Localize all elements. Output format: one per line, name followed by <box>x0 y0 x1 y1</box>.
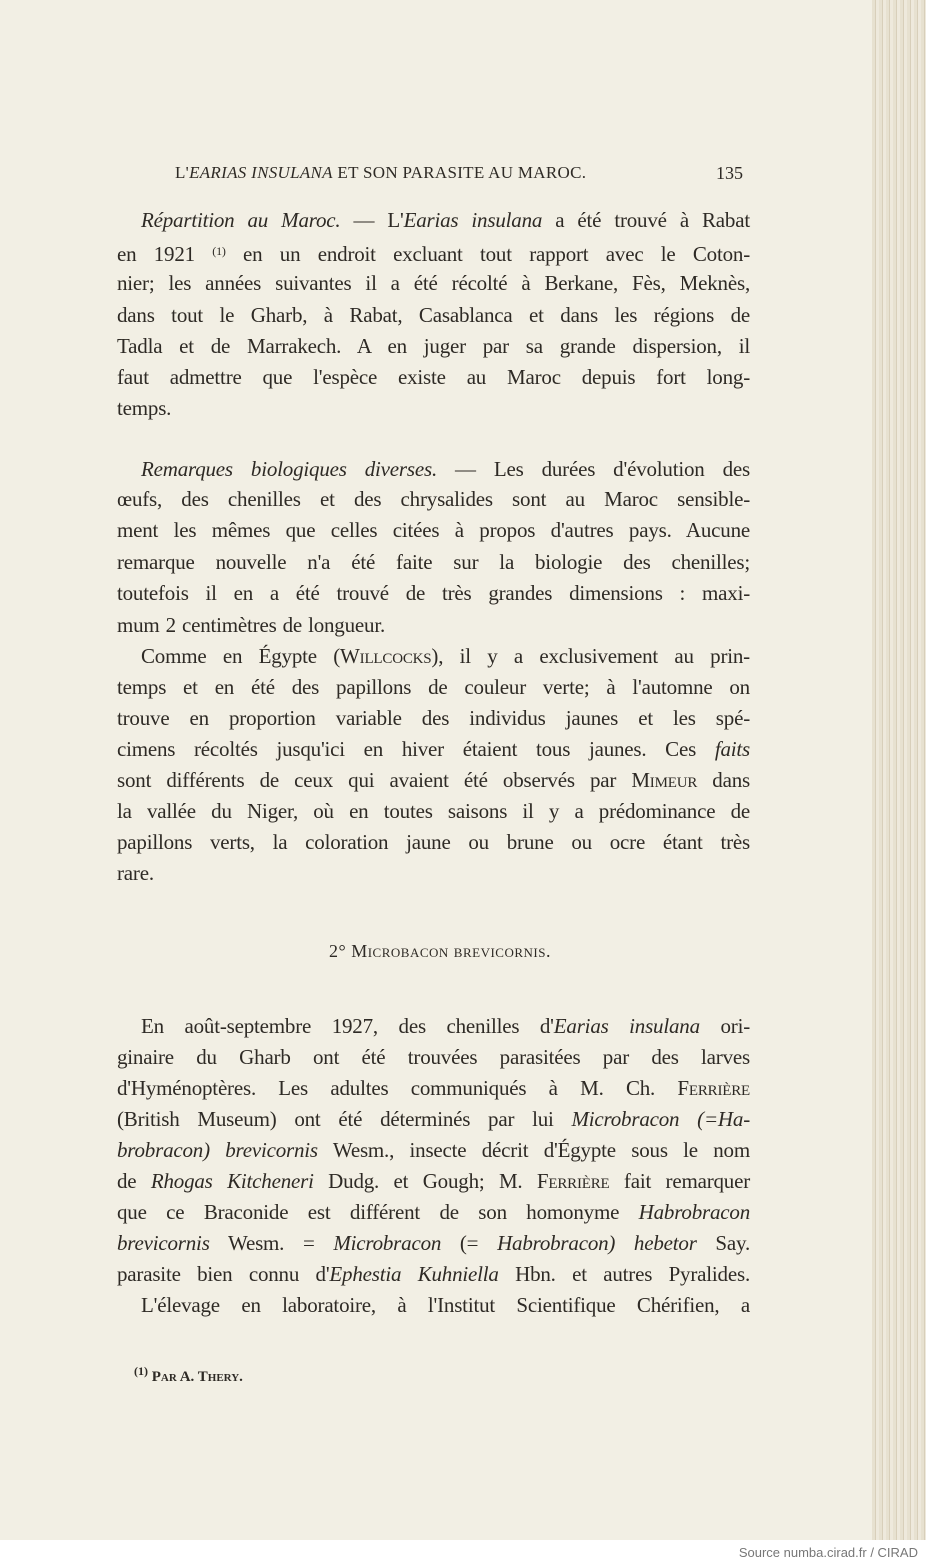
text-segment: papillons verts, la coloration jaune ou brune ou ocre étant très <box>117 830 750 854</box>
text-segment: Rhogas Kitcheneri <box>150 1169 314 1193</box>
text-segment: En août-septembre 1927, des chenilles d' <box>141 1014 554 1038</box>
header-italic: EARIAS INSULANA <box>189 163 333 182</box>
text-segment: Microbracon <box>333 1231 442 1255</box>
text-segment: a été trouvé à Rabat <box>542 208 750 232</box>
text-line <box>117 1230 750 1256</box>
text-segment: (British Museum) ont été déterminés par lui <box>117 1107 572 1131</box>
text-segment: Mimeur <box>631 768 698 792</box>
text-line <box>117 674 750 700</box>
text-line <box>117 1168 750 1194</box>
text-segment: Willcocks <box>340 644 432 668</box>
text-segment: rare. <box>117 861 154 885</box>
text-line <box>117 1075 750 1101</box>
text-line <box>117 643 750 669</box>
text-line <box>117 364 750 390</box>
text-segment: Ferrière <box>677 1076 750 1100</box>
text-segment: L'élevage en laboratoire, à l'Institut Scientifique Chérifien, a <box>141 1293 750 1317</box>
text-segment: mum 2 centimètres de longueur. <box>117 613 386 637</box>
text-segment: cimens récoltés jusqu'ici en hiver étaient tous jaunes. Ces <box>117 737 715 761</box>
text-line <box>117 1199 750 1225</box>
text-line <box>117 612 750 638</box>
footnote-mark: (1) <box>134 1364 148 1378</box>
text-line <box>117 517 750 543</box>
text-segment: Remarques biologiques diverses. <box>141 457 437 481</box>
text-line <box>117 1106 750 1132</box>
text-line <box>117 705 750 731</box>
text-line <box>117 1292 750 1318</box>
text-segment: faut admettre que l'espèce existe au Maroc depuis fort long- <box>117 365 750 389</box>
text-segment: en 1921 <box>117 242 213 266</box>
text-segment: — Les durées d'évolution des <box>437 457 751 481</box>
text-segment: nier; les années suivantes il a été récolté à Berkane, Fès, Meknès, <box>117 271 750 295</box>
text-line <box>117 333 750 359</box>
text-segment: Répartition au Maroc. <box>141 208 341 232</box>
source-credit: Source numba.cirad.fr / CIRAD <box>738 1545 918 1560</box>
footnote <box>134 1364 243 1386</box>
text-segment: temps. <box>117 396 172 420</box>
text-line <box>117 580 750 606</box>
text-segment: Say. <box>696 1231 750 1255</box>
text-line <box>117 456 750 482</box>
text-line <box>117 767 750 793</box>
header-prefix: L' <box>175 163 190 182</box>
text-segment: que ce Braconide est différent de son homonyme <box>117 1200 639 1224</box>
text-line <box>117 549 750 575</box>
text-line <box>117 1013 750 1039</box>
text-segment: œufs, des chenilles et des chrysalides sont au Maroc sensible- <box>117 487 750 511</box>
text-segment: Dudg. et Gough; M. <box>313 1169 537 1193</box>
text-segment: Comme en Égypte ( <box>141 644 341 668</box>
text-line <box>117 1261 750 1287</box>
text-segment: ment les mêmes que celles citées à propos d'autres pays. Aucune <box>117 518 750 542</box>
text-segment: brevicornis <box>117 1231 210 1255</box>
text-segment: parasite bien connu d' <box>117 1262 330 1286</box>
text-segment: toutefois il en a été trouvé de très grandes dimensions : maxi- <box>117 581 750 605</box>
footnote-text: Par A. Thery. <box>148 1369 243 1385</box>
text-segment: trouve en proportion variable des individus jaunes et les spé- <box>117 706 750 730</box>
text-segment: ori- <box>699 1014 750 1038</box>
text-segment: d'Hyménoptères. Les adultes communiqués à M. Ch. <box>117 1076 678 1100</box>
page-number: 135 <box>716 163 743 183</box>
text-segment: fait remarquer <box>609 1169 751 1193</box>
text-line <box>117 798 750 824</box>
text-segment: Microbracon (=Ha- <box>571 1107 750 1131</box>
header-rest: ET SON PARASITE AU MAROC. <box>332 163 587 182</box>
text-line <box>117 1137 750 1163</box>
text-line <box>117 860 750 886</box>
text-segment: en un endroit excluant tout rapport avec le Coton- <box>225 242 750 266</box>
footnote-ref: (1) <box>212 244 226 258</box>
text-segment: — L' <box>340 208 404 232</box>
text-segment: dans tout le Gharb, à Rabat, Casablanca et dans les régions de <box>117 303 750 327</box>
text-segment: ginaire du Gharb ont été trouvées parasitées par des larves <box>117 1045 750 1069</box>
text-line <box>117 207 750 233</box>
text-segment: Earias insulana <box>553 1014 700 1038</box>
text-line <box>117 829 750 855</box>
text-segment: Wesm., insecte décrit d'Égypte sous le nom <box>317 1138 750 1162</box>
running-header <box>175 163 586 183</box>
text-segment: (= <box>441 1231 498 1255</box>
text-segment: Hbn. et autres Pyralides. <box>498 1262 750 1286</box>
text-line <box>117 486 750 512</box>
text-segment: Ferrière <box>536 1169 610 1193</box>
text-segment: temps et en été des papillons de couleur verte; à l'automne on <box>117 675 750 699</box>
text-line <box>117 736 750 762</box>
text-line <box>117 395 750 421</box>
text-segment: brobracon) brevicornis <box>117 1138 318 1162</box>
text-segment: faits <box>714 737 750 761</box>
text-segment: sont différents de ceux qui avaient été observés par <box>117 768 632 792</box>
text-segment: la vallée du Niger, où en toutes saisons il y a prédominance de <box>117 799 750 823</box>
text-segment: dans <box>697 768 750 792</box>
page-edge <box>872 0 926 1540</box>
text-segment: Habrobracon <box>638 1200 750 1224</box>
text-line <box>117 302 750 328</box>
text-segment: Ephestia Kuhniella <box>329 1262 499 1286</box>
text-line <box>117 238 750 267</box>
text-segment: de <box>117 1169 151 1193</box>
text-segment: Tadla et de Marrakech. A en juger par sa grande dispersion, il <box>117 334 750 358</box>
text-segment: ), il y a exclusivement au prin- <box>431 644 750 668</box>
text-segment: Wesm. = <box>209 1231 334 1255</box>
section-heading: 2° Microbacon brevicornis. <box>329 941 551 961</box>
text-segment: Habrobracon) hebetor <box>497 1231 697 1255</box>
text-segment: Earias insulana <box>403 208 543 232</box>
text-line <box>117 1044 750 1070</box>
text-segment: remarque nouvelle n'a été faite sur la biologie des chenilles; <box>117 550 750 574</box>
text-line <box>117 270 750 296</box>
